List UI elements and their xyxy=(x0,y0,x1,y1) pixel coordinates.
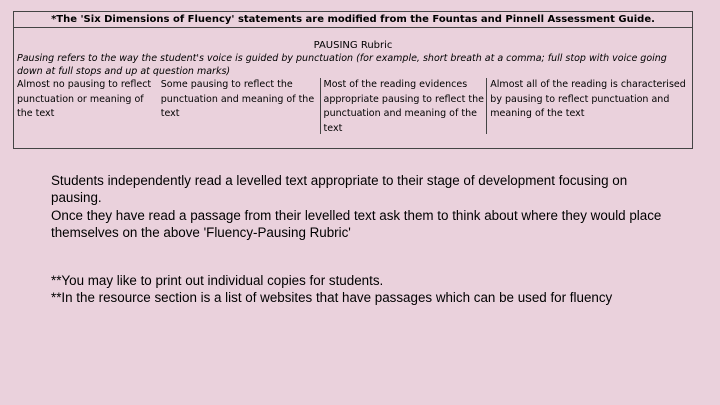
rubric-level-1: Almost no pausing to reflect punctuation or meaning of the text xyxy=(17,79,152,119)
rubric-level-3: Most of the reading evidences appropriate pausing to reflect the punctuation and meaning of the text xyxy=(320,78,488,134)
notes xyxy=(51,272,711,307)
rubric-title: PAUSING Rubric xyxy=(313,40,393,51)
rubric-table xyxy=(13,11,693,149)
rubric-levels xyxy=(14,78,692,134)
note-line: **You may like to print out individual copies for students. xyxy=(51,273,384,288)
instruction-paragraph: Students independently read a levelled text appropriate to their stage of development focusing on pausing. xyxy=(51,173,628,206)
rubric-level-4: Almost all of the reading is characterised by pausing to reflect punctuation and meaning of the text xyxy=(490,79,686,119)
source-note: *The 'Six Dimensions of Fluency' statements are modified from the Fountas and Pinnell Assessment Guide. xyxy=(14,12,692,28)
instructions xyxy=(51,172,671,241)
note-line: **In the resource section is a list of websites that have passages which can be used for fluency xyxy=(51,290,613,306)
pausing-definition: Pausing refers to the way the student's voice is guided by punctuation (for example, short breath at a comma; full stop with voice going down at full stops and up at question marks) xyxy=(17,53,667,77)
instruction-paragraph: Once they have read a passage from their levelled text ask them to think about where they would place themselves on the above 'Fluency-Pausing Rubric' xyxy=(51,207,662,240)
rubric-level-2: Some pausing to reflect the punctuation and meaning of the text xyxy=(160,79,315,119)
